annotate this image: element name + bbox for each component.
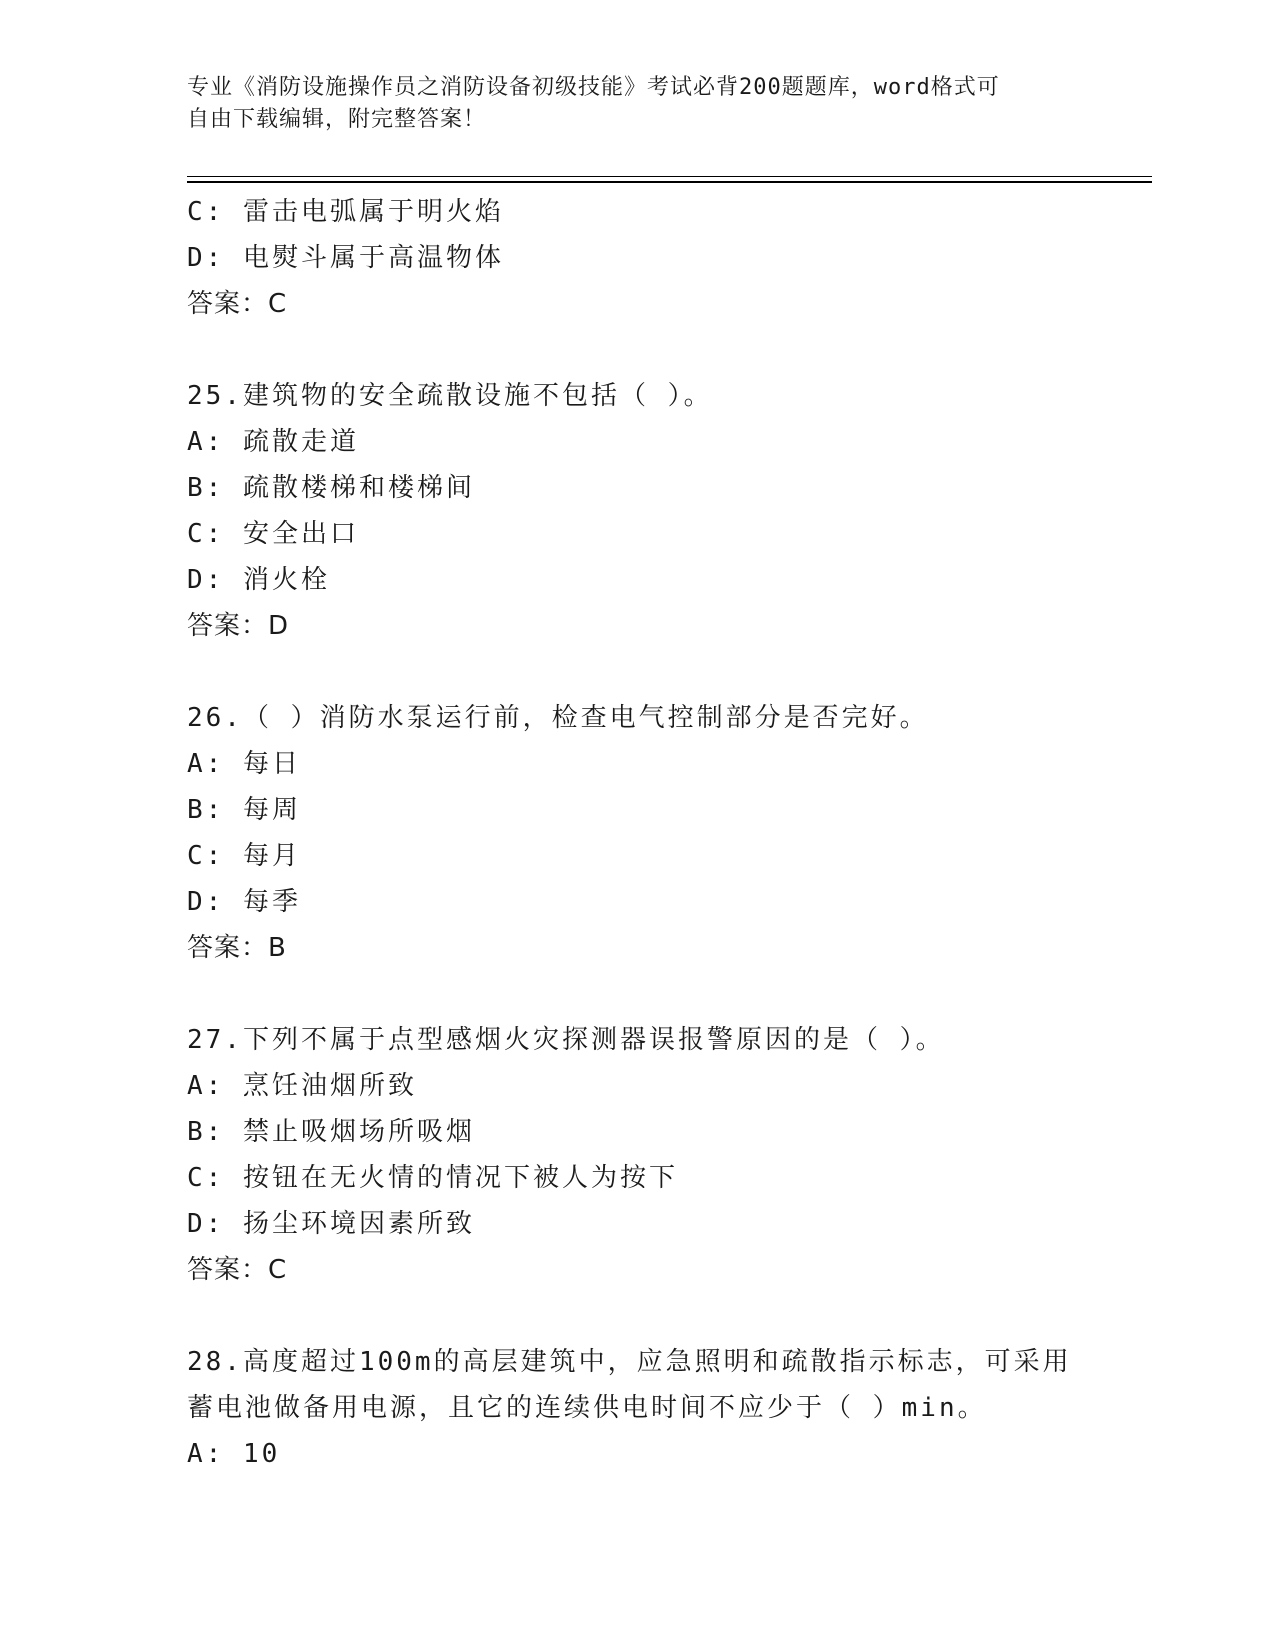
option-d: D: 扬尘环境因素所致 [187, 1209, 475, 1239]
answer: 答案：C [187, 289, 288, 319]
option-c: C: 雷击电弧属于明火焰 [187, 197, 504, 227]
option-d: D: 电熨斗属于高温物体 [187, 243, 504, 273]
option-c: C: 安全出口 [187, 519, 359, 549]
question-stem-line-1: 28.高度超过100m的高层建筑中，应急照明和疏散指示标志，可采用 [187, 1347, 1072, 1377]
question-stem-line-2: 蓄电池做备用电源，且它的连续供电时间不应少于（ ）min。 [187, 1393, 987, 1423]
header-line-2: 自由下载编辑，附完整答案！ [187, 107, 487, 132]
spacer [187, 649, 1152, 695]
question-27 [187, 1017, 1152, 1293]
option-a: A: 每日 [187, 749, 301, 779]
option-b: B: 每周 [187, 795, 301, 825]
option-d: D: 消火栓 [187, 565, 330, 595]
header-line-1: 专业《消防设施操作员之消防设备初级技能》考试必背200题题库，word格式可 [187, 75, 1000, 100]
document-header [187, 72, 1067, 136]
question-list [187, 189, 1152, 1477]
question-25 [187, 373, 1152, 649]
spacer [187, 1293, 1152, 1339]
question-stem: 25.建筑物的安全疏散设施不包括（ ）。 [187, 381, 713, 411]
answer: 答案：D [187, 611, 290, 641]
question-24-continued [187, 189, 1152, 327]
question-stem: 26.（ ）消防水泵运行前，检查电气控制部分是否完好。 [187, 703, 929, 733]
header-divider-thick [187, 181, 1152, 183]
option-c: C: 按钮在无火情的情况下被人为按下 [187, 1163, 678, 1193]
spacer [187, 971, 1152, 1017]
spacer [187, 327, 1152, 373]
option-d: D: 每季 [187, 887, 301, 917]
option-c: C: 每月 [187, 841, 301, 871]
option-a: A: 10 [187, 1439, 281, 1469]
question-28 [187, 1339, 1152, 1477]
question-26 [187, 695, 1152, 971]
option-a: A: 烹饪油烟所致 [187, 1071, 417, 1101]
question-stem: 27.下列不属于点型感烟火灾探测器误报警原因的是（ ）。 [187, 1025, 945, 1055]
option-b: B: 禁止吸烟场所吸烟 [187, 1117, 475, 1147]
option-a: A: 疏散走道 [187, 427, 359, 457]
answer: 答案：B [187, 933, 287, 963]
header-divider-thin [187, 176, 1152, 177]
answer: 答案：C [187, 1255, 288, 1285]
option-b: B: 疏散楼梯和楼梯间 [187, 473, 475, 503]
